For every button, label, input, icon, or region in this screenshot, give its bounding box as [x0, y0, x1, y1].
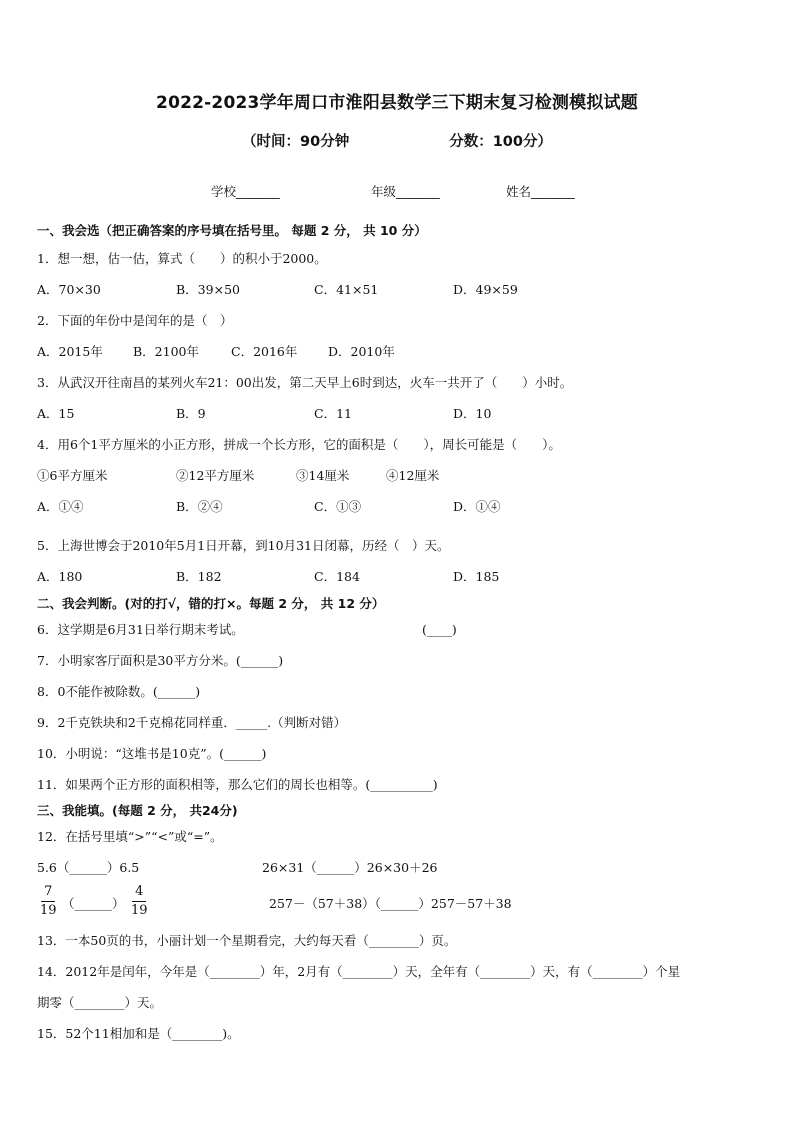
q5-option-a: A．180	[37, 569, 83, 584]
question-11: 11．如果两个正方形的面积相等，那么它们的周长也相等。(__________)	[37, 777, 438, 792]
question-8: 8．0不能作被除数。(______)	[37, 684, 201, 699]
question-15: 15．52个11相加和是（________)。	[37, 1026, 240, 1041]
q2-option-d: D．2010年	[328, 344, 395, 359]
section-heading-2: 二、我会判断。(对的打√，错的打×。每题 2 分， 共 12 分）	[37, 596, 385, 611]
q3-option-b: B．9	[176, 406, 206, 421]
q1-option-b: B．39×50	[176, 282, 240, 297]
q2-option-a: A．2015年	[37, 344, 103, 359]
q12-compare-4: 257－（57＋38）（______）257－57＋38	[269, 896, 512, 911]
question-2: 2．下面的年份中是闰年的是（ ）	[37, 313, 233, 328]
question-6: 6．这学期是6月31日举行期末考试。	[37, 622, 244, 637]
q4-choice-2: ②12平方厘米	[176, 468, 255, 483]
question-9: 9．2千克铁块和2千克棉花同样重．_____.（判断对错）	[37, 715, 347, 730]
q6-answer-blank: (____)	[422, 622, 457, 637]
section-heading-3: 三、我能填。(每题 2 分， 共24分)	[37, 803, 238, 818]
question-3: 3．从武汉开往南昌的某列火车21：00出发，第二天早上6时到达，火车一共开了（ ）小时。	[37, 375, 573, 390]
name-field: 姓名_______	[506, 184, 575, 199]
question-5: 5．上海世博会于2010年5月1日开幕，到10月31日闭幕，历经（ ）天。	[37, 538, 450, 553]
fraction-bar	[132, 901, 146, 902]
q1-option-d: D．49×59	[453, 282, 518, 297]
question-14-line-1: 14．2012年是闰年，今年是（________）年，2月有（________）天，全年有（________）天，有（________）个星	[37, 964, 681, 979]
q3-option-a: A．15	[37, 406, 75, 421]
q12-compare-1: 5.6（______）6.5	[37, 860, 140, 875]
question-4: 4．用6个1平方厘米的小正方形，拼成一个长方形，它的面积是（ ），周长可能是（ ）。	[37, 437, 561, 452]
exam-score: 分数：100分）	[449, 134, 552, 150]
q4-option-c: C．①③	[314, 499, 362, 514]
fraction-numerator: 4	[135, 884, 144, 899]
fraction-denominator: 19	[131, 903, 148, 918]
q1-option-c: C．41×51	[314, 282, 379, 297]
fraction-numerator: 7	[44, 884, 53, 899]
school-field: 学校_______	[211, 184, 280, 199]
q5-option-c: C．184	[314, 569, 360, 584]
fraction-denominator: 19	[40, 903, 57, 918]
page-title: 2022-2023学年周口市淮阳县数学三下期末复习检测模拟试题	[156, 93, 638, 113]
q4-option-a: A．①④	[37, 499, 84, 514]
q3-option-d: D．10	[453, 406, 492, 421]
question-13: 13．一本50页的书，小丽计划一个星期看完，大约每天看（________）页。	[37, 933, 457, 948]
q4-choice-1: ①6平方厘米	[37, 468, 108, 483]
fraction-bar	[41, 901, 55, 902]
question-1: 1．想一想，估一估，算式（ ）的积小于2000。	[37, 251, 327, 266]
grade-field: 年级_______	[371, 184, 440, 199]
q3-option-c: C．11	[314, 406, 352, 421]
exam-time: （时间：90分钟	[242, 134, 350, 150]
section-heading-1: 一、我会选（把正确答案的序号填在括号里。 每题 2 分， 共 10 分）	[37, 223, 427, 238]
q12-fraction-4-19	[131, 884, 148, 919]
exam-meta	[0, 130, 794, 151]
q4-option-b: B．②④	[176, 499, 223, 514]
q5-option-b: B．182	[176, 569, 222, 584]
question-10: 10．小明说：“这堆书是10克”。(______)	[37, 746, 267, 761]
question-12: 12．在括号里填“>”“<”或“=”。	[37, 829, 223, 844]
q4-choice-4: ④12厘米	[386, 468, 440, 483]
q2-option-c: C．2016年	[231, 344, 298, 359]
q5-option-d: D．185	[453, 569, 500, 584]
q12-compare-3-blank: （______）	[62, 896, 125, 911]
question-14-line-2: 期零（________）天。	[37, 995, 163, 1010]
q12-fraction-7-19	[40, 884, 57, 919]
q2-option-b: B．2100年	[133, 344, 199, 359]
q12-compare-2: 26×31（______）26×30＋26	[262, 860, 438, 875]
q4-choice-3: ③14厘米	[296, 468, 350, 483]
question-7: 7．小明家客厅面积是30平方分米。(______)	[37, 653, 284, 668]
q4-option-d: D．①④	[453, 499, 501, 514]
q1-option-a: A．70×30	[37, 282, 101, 297]
